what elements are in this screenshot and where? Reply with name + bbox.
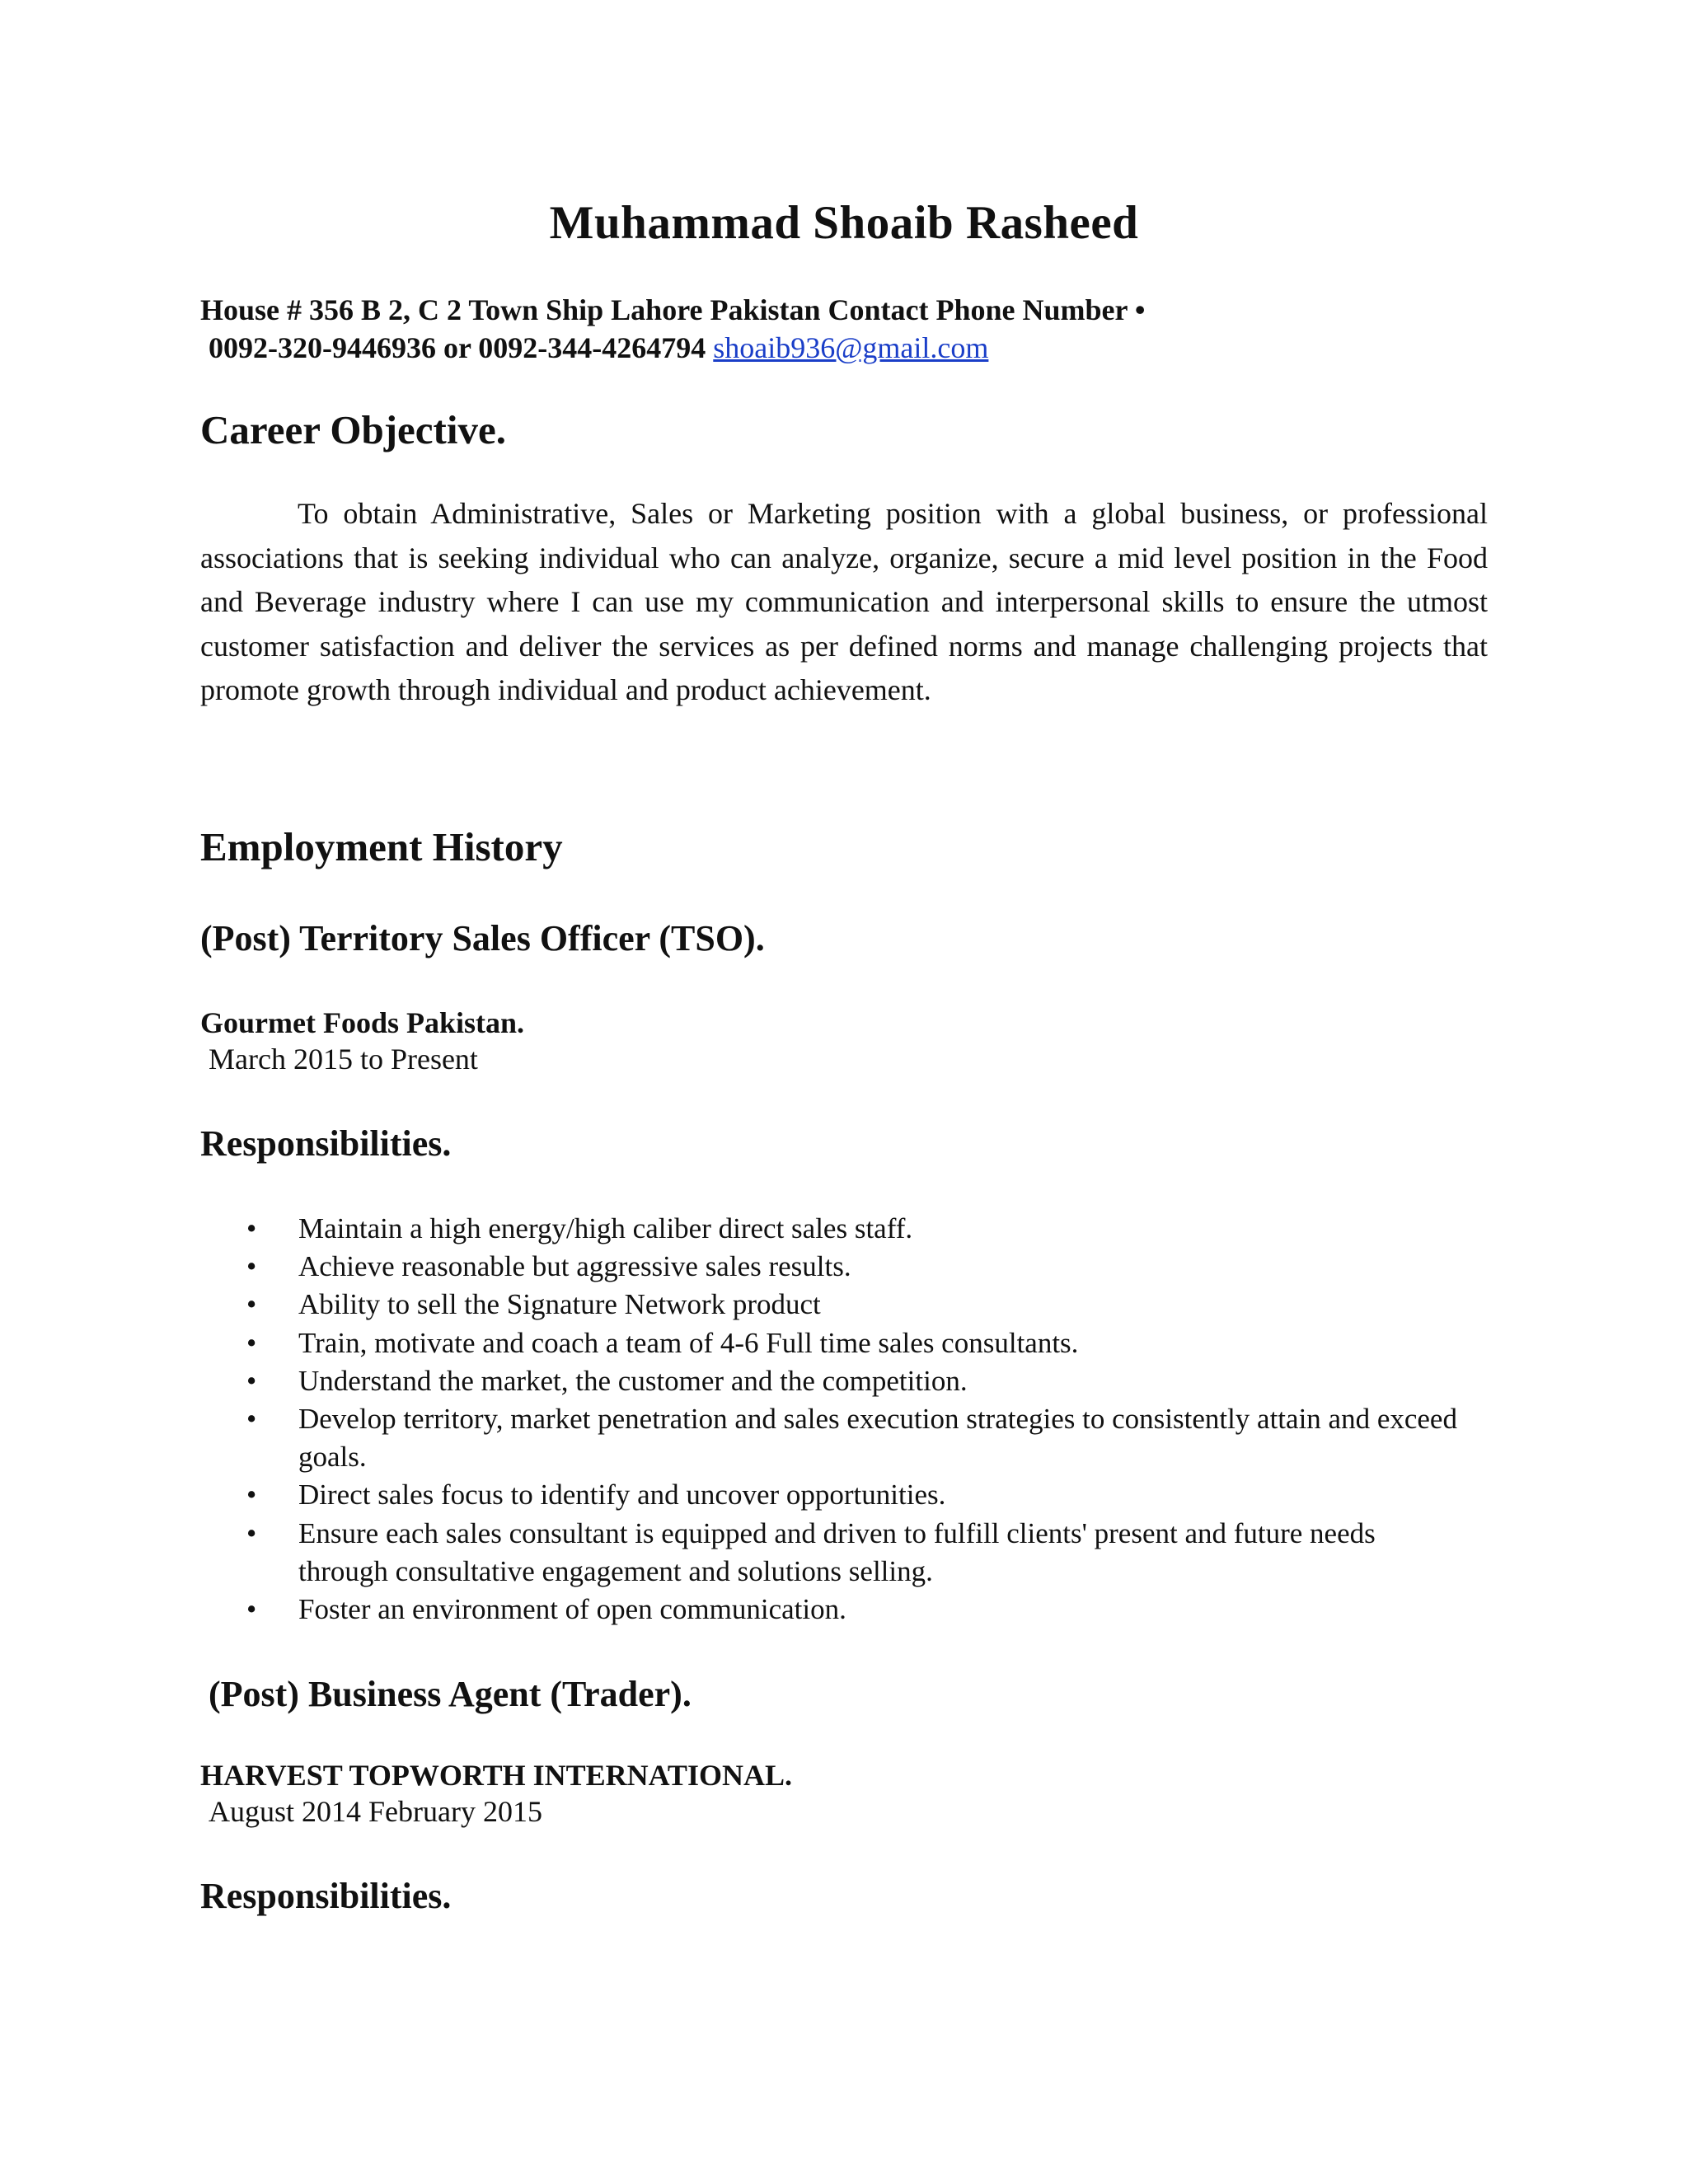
job-2-dates: August 2014 February 2015 xyxy=(209,1795,542,1828)
list-item: • Understand the market, the customer and the competition. xyxy=(200,1362,1470,1400)
list-item: • Develop territory, market penetration and sales execution strategies to consistently attain and exceed goals. xyxy=(200,1400,1470,1476)
contact-block xyxy=(200,291,1145,367)
job-1-post-title: (Post) Territory Sales Officer (TSO). xyxy=(200,918,765,958)
bullet-icon: • xyxy=(246,1479,257,1511)
candidate-name: Muhammad Shoaib Rasheed xyxy=(549,197,1139,249)
bullet-icon: • xyxy=(246,1288,257,1321)
list-item: • Achieve reasonable but aggressive sales results. xyxy=(200,1248,1470,1286)
list-item: • Foster an environment of open communication. xyxy=(200,1591,1470,1629)
employment-history-heading: Employment History xyxy=(200,824,563,869)
phone-numbers: 0092-320-9446936 or 0092-344-4264794 xyxy=(209,331,706,364)
bullet-icon: • xyxy=(246,1364,257,1397)
job-1-dates: March 2015 to Present xyxy=(209,1043,478,1076)
list-item: • Train, motivate and coach a team of 4-6 Full time sales consultants. xyxy=(200,1324,1470,1362)
career-objective-heading: Career Objective. xyxy=(200,407,506,452)
list-item: • Maintain a high energy/high caliber direct sales staff. xyxy=(200,1210,1470,1248)
list-item: • Ability to sell the Signature Network product xyxy=(200,1286,1470,1324)
bullet-icon: • xyxy=(246,1326,257,1359)
job-1-company: Gourmet Foods Pakistan. xyxy=(200,1006,525,1039)
phone-line xyxy=(200,329,1145,367)
email-link[interactable]: shoaib936@gmail.com xyxy=(713,331,989,364)
list-item: • Direct sales focus to identify and uncover opportunities. xyxy=(200,1476,1470,1514)
job-1-responsibilities-list xyxy=(200,1210,1470,1629)
list-item: • Ensure each sales consultant is equipped and driven to fulfill clients' present and future needs through consultative engagement and solutions selling. xyxy=(200,1515,1470,1591)
bullet-icon: • xyxy=(246,1516,257,1549)
bullet-icon: • xyxy=(246,1403,257,1436)
bullet-icon: • xyxy=(246,1212,257,1244)
address-line: House # 356 B 2, C 2 Town Ship Lahore Pakistan Contact Phone Number • xyxy=(200,293,1146,326)
resume-page xyxy=(200,0,1488,2184)
job-2-responsibilities-heading: Responsibilities. xyxy=(200,1876,452,1916)
job-2-company: HARVEST TOPWORTH INTERNATIONAL. xyxy=(200,1759,792,1792)
bullet-icon: • xyxy=(246,1593,257,1626)
job-2-post-title: (Post) Business Agent (Trader). xyxy=(209,1674,692,1714)
job-1-responsibilities-heading: Responsibilities. xyxy=(200,1123,452,1164)
career-objective-text: To obtain Administrative, Sales or Marketing position with a global business, or professional associations that is seeking individual who can analyze, organize, secure a mid level position in the Food and Beverage industry where I can use my communication and interpersonal skills to ensure the utmost customer satisfaction and deliver the services as per defined norms and manage challenging projects that promote growth through individual and product achievement. xyxy=(200,497,1488,706)
bullet-icon: • xyxy=(246,1250,257,1283)
